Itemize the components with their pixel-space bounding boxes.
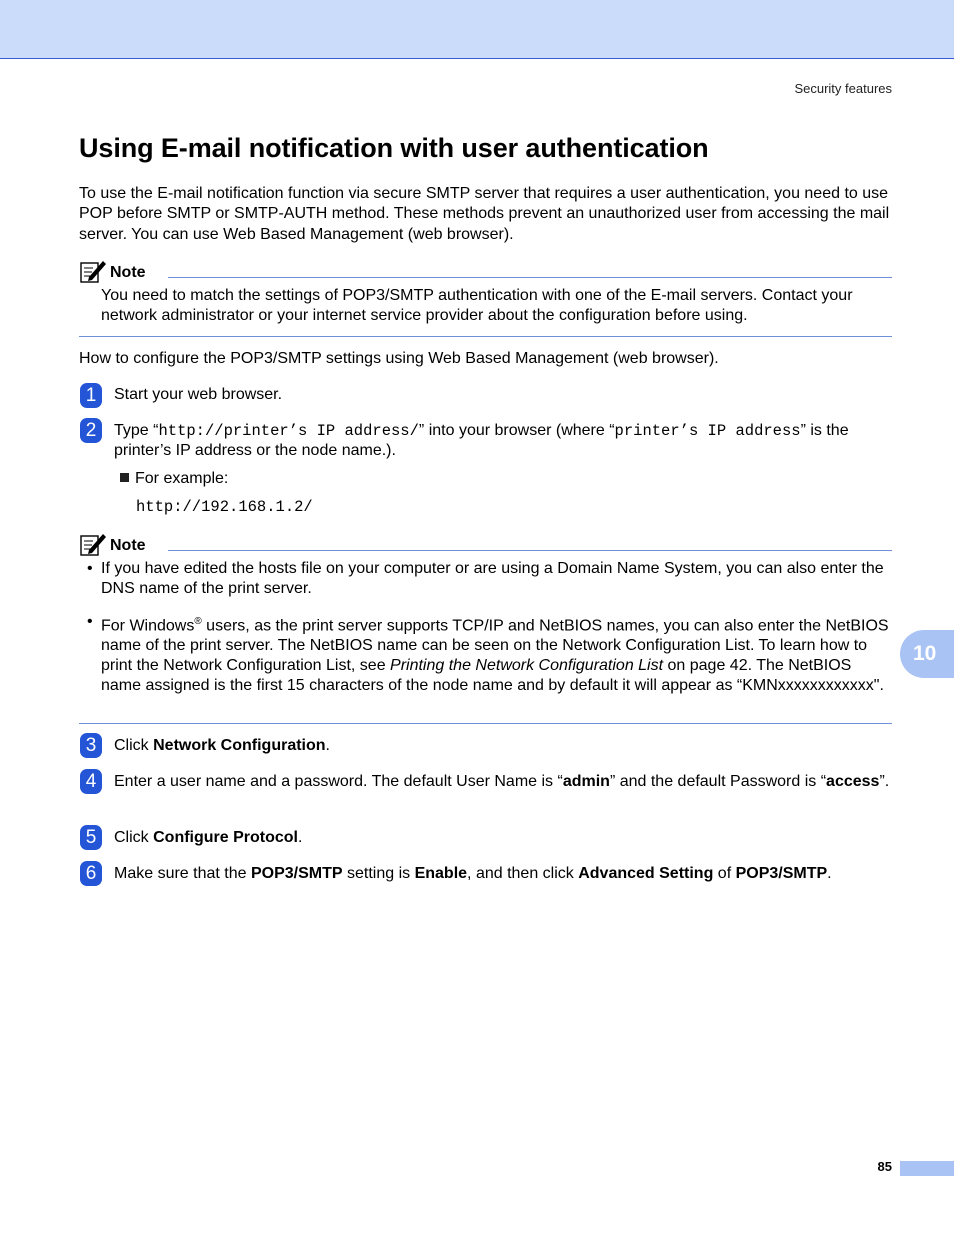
bullet-dot: •: [87, 613, 93, 630]
square-bullet-icon: [120, 473, 129, 482]
step-number-3: 3: [80, 733, 102, 758]
step-number-1: 1: [80, 383, 102, 408]
step-1-text: Start your web browser.: [114, 386, 283, 403]
page-title: Using E-mail notification with user authentication: [79, 133, 709, 163]
example-bullet: For example:: [120, 469, 228, 489]
note-label: Note: [110, 264, 146, 281]
note-text: You need to match the settings of POP3/SMTP authentication with one of the E-mail servers. Contact your network administrator or your internet service provider about the configuration before using.: [101, 287, 853, 324]
url-code: http://printer’s IP address/: [158, 422, 419, 440]
chapter-tab: 10: [900, 630, 954, 678]
page-number: 85: [877, 1159, 892, 1174]
step-6-text: Make sure that the POP3/SMTP setting is Enable, and then click Advanced Setting of POP3/SMTP.: [114, 865, 832, 882]
cross-reference: Printing the Network Configuration List: [390, 657, 664, 675]
note-header: [79, 258, 892, 284]
note-divider: [168, 550, 892, 551]
note-bullet-2: For Windows® users, as the print server supports TCP/IP and NetBIOS names, you can also enter the NetBIOS name of the print server. The NetBIOS name can be seen on the Network Configuration List. To learn how to print the Network Configuration List, see Printing the Network Configuration List on page 42. The NetBIOS name assigned is the first 15 characters of the node name and by default it will appear as “KMNxxxxxxxxxxxx".: [101, 616, 889, 695]
step-5-text: Click Configure Protocol.: [114, 829, 303, 846]
intro-paragraph: To use the E-mail notification function via secure SMTP server that requires a user authentication, you need to use POP before SMTP or SMTP-AUTH method. These methods prevent an unauthorized user from accessing the mail server. You can use Web Based Management (web browser).: [79, 185, 890, 243]
page-number-bar: [900, 1161, 954, 1176]
step-2-text: Type “http://printer’s IP address/” into your browser (where “printer’s IP address” is the printer’s IP address or the node name.).: [114, 422, 849, 460]
top-header-band: [0, 0, 954, 59]
note-pencil-icon: [79, 531, 107, 557]
address-code: printer’s IP address: [614, 422, 801, 440]
note-pencil-icon: [79, 258, 107, 284]
running-header: Security features: [794, 81, 892, 96]
note-end-divider: [79, 336, 892, 337]
step-4-text: Enter a user name and a password. The default User Name is “admin” and the default Password is “access”.: [114, 773, 890, 790]
note-header: [79, 531, 892, 557]
example-url: http://192.168.1.2/: [136, 498, 313, 516]
step-number-2: 2: [80, 418, 102, 443]
step-number-6: 6: [80, 861, 102, 886]
step-number-4: 4: [80, 769, 102, 794]
bullet-dot: •: [87, 560, 93, 577]
step-3-text: Click Network Configuration.: [114, 737, 330, 754]
note-end-divider: [79, 723, 892, 724]
note-label: Note: [110, 537, 146, 554]
note-divider: [168, 277, 892, 278]
step-number-5: 5: [80, 825, 102, 850]
howto-paragraph: How to configure the POP3/SMTP settings using Web Based Management (web browser).: [79, 350, 719, 367]
note-bullet-1: If you have edited the hosts file on your computer or are using a Domain Name System, you can also enter the DNS name of the print server.: [101, 560, 884, 597]
